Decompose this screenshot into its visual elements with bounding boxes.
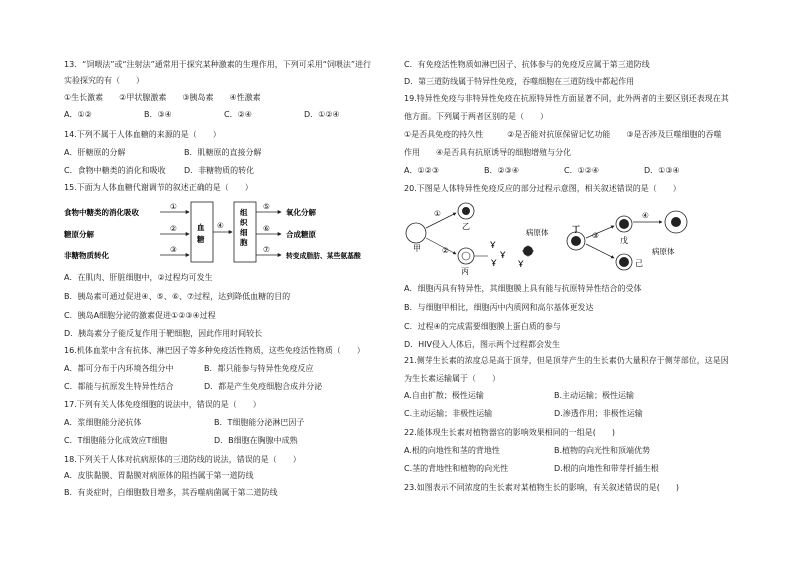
blood-sugar-box	[191, 202, 213, 262]
input-digestion-label: 食物中糖类的消化吸收	[64, 208, 139, 217]
q20-option-b: B．与细胞甲相比，细胞丙中内质网和高尔基体更发达	[404, 303, 594, 312]
arrow-3a	[586, 226, 614, 238]
q17-stem: 17.下列有关人体免疫细胞的说法中，错误的是（ ）	[64, 400, 261, 409]
cell-ding-label: 丁	[572, 225, 580, 234]
q17-option-a: A．浆细胞能分泌抗体	[64, 418, 142, 427]
antibody-y-shape-2: Ұ	[500, 251, 506, 261]
step-4-label: ④	[642, 211, 649, 220]
q13-choices: ①生长激素 ②甲状腺激素 ③胰岛素 ④性激素	[64, 93, 261, 102]
cell-yi-label: 乙	[462, 222, 470, 231]
q13-stem-line2: 实验探究的有（ ）	[64, 76, 144, 85]
q15-option-d: D．胰岛素分子能反复作用于靶细胞，因此作用时间较长	[64, 329, 263, 338]
q19-stem-line1: 19.特异性免疫与非特异性免疫在抗原特异性方面显著不同，此外两者的主要区别还表现在其	[404, 94, 729, 103]
blood-sugar-label: 血糖	[197, 223, 205, 244]
arrow-2	[426, 238, 456, 254]
input-glycogen-breakdown-label: 糖原分解	[64, 230, 94, 239]
q13-option-d: D．①②④	[304, 110, 340, 119]
immune-process-diagram	[404, 196, 704, 276]
q18-option-c: C．有免疫活性物质如淋巴因子、抗体参与的免疫反应属于第三道防线	[404, 60, 650, 69]
q15-option-c: C．胰岛A细胞分泌的激素促进①②③④过程	[64, 311, 216, 320]
q13-option-c: C．②④	[224, 110, 252, 119]
q23-stem: 23.如图表示不同浓度的生长素对某植物生长的影响，有关叙述错误的是( )	[404, 483, 679, 492]
q20-option-a: A．细胞丙具有特异性，其细胞膜上具有能与抗原特异性结合的受体	[404, 284, 642, 293]
q16-option-c: C．都能与抗原发生特异性结合	[64, 382, 174, 391]
q13-stem-line1: 13．“饲喂法”或“注射法”通常用于探究某种激素的生理作用，下列可采用“饲喂法”进行	[64, 60, 372, 69]
q21-stem-line2: 为生长素运输属于（ ）	[404, 374, 500, 383]
step-2-label: ②	[442, 246, 449, 255]
q17-option-c: C．T细胞能分化成效应T细胞	[64, 436, 168, 445]
output-glycogen-synthesis-label: 合成糖原	[286, 230, 316, 239]
q18-stem: 18.下列关于人体对抗病原体的三道防线的说法，错误的是（ ）	[64, 455, 301, 464]
cell-ji-nucleus-shape	[619, 257, 629, 267]
pathogen-2-label: 病原体	[652, 247, 675, 256]
step-5-label: ⑤	[263, 202, 270, 211]
tissue-cell-label: 组织细胞	[240, 208, 248, 247]
antibody-y-shape-3: Ұ	[491, 259, 497, 269]
q19-stem-line3: ①是否具免疫的持久性 ②是否能对抗原保留记忆功能 ③是否涉及巨噬细胞的吞噬	[404, 130, 722, 139]
q20-option-c: C．过程④的完成需要细胞膜上蛋白质的参与	[404, 322, 561, 331]
q20-stem: 20.下图是人体特异性免疫反应的部分过程示意图，相关叙述错误的是（ ）	[404, 184, 681, 193]
q22-option-c: C.茎的背地性和植物的向光性	[404, 464, 509, 473]
q16-option-a: A．都可分布于内环境各组分中	[64, 364, 174, 373]
q13-option-a: A．①②	[64, 110, 92, 119]
q21-stem-line1: 21.侧芽生长素的浓度总是高于顶芽，但是顶芽产生的生长素仍大量积存于侧芽部位，这是因	[404, 356, 729, 365]
step-3-label: ③	[592, 231, 599, 240]
q14-option-b: B．肌糖原的直接分解	[184, 148, 262, 157]
step-4-label: ④	[217, 221, 224, 230]
q22-option-a: A.根的向地性和茎的背地性	[404, 446, 500, 455]
step-2-label: ②	[170, 224, 177, 233]
q18-option-b: B．有炎症时，白细胞数目增多，其吞噬病菌属于第二道防线	[64, 488, 278, 497]
q15-option-b: B．胰岛素可通过促进④、⑤、⑥、⑦过程，达到降低血糖的目的	[64, 292, 291, 301]
q18-option-d: D．第三道防线属于特异性免疫，吞噬细胞在三道防线中都起作用	[404, 77, 635, 86]
step-3-label: ③	[170, 245, 177, 254]
q16-stem: 16.机体血浆中含有抗体、淋巴因子等多种免疫活性物质，这些免疫活性物质（ ）	[64, 346, 365, 355]
cell-wu-nucleus-shape	[619, 219, 629, 229]
q18-option-a: A．皮肤黏膜、胃黏膜对病原体的阻挡属于第一道防线	[64, 471, 254, 480]
q17-option-d: D．B细胞在胸腺中成熟	[214, 436, 298, 445]
antibody-y-shape-4: Ұ	[518, 260, 524, 270]
cell-jia-label: 甲	[413, 244, 421, 253]
step-7-label: ⑦	[263, 245, 270, 254]
q16-option-b: B．都只能参与特异性免疫反应	[204, 364, 314, 373]
input-nonsugar-conversion-label: 非糖物质转化	[64, 251, 109, 260]
q19-stem-line4: 作用 ④是否具有抗原诱导的细胞增殖与分化	[404, 148, 572, 157]
q15-option-a: A．在肌肉、肝脏细胞中，②过程均可发生	[64, 273, 213, 282]
pathogen-1-label: 病原体	[526, 228, 549, 237]
q19-option-b: B．②③④	[484, 166, 520, 175]
step-1-label: ①	[434, 209, 441, 218]
q22-stem: 22.能体现生长素对植物器官的影响效果相同的一组是( )	[404, 428, 615, 437]
arrow-1	[426, 213, 456, 228]
q16-option-d: D．都是产生免疫细胞合成并分泌	[204, 382, 323, 391]
cell-ji-label: 己	[635, 259, 643, 268]
target-cell-nucleus-shape	[671, 217, 681, 227]
q21-option-b: B.主动运输；极性运输	[554, 391, 635, 400]
q21-option-d: D.渗透作用；非极性运输	[554, 409, 643, 418]
q13-option-b: B．③④	[144, 110, 172, 119]
q19-option-c: C．①②④	[564, 166, 600, 175]
q19-stem-line2: 他方面。下列属于两者区别的是（ ）	[404, 112, 548, 121]
q14-option-d: D．非糖物质的转化	[184, 166, 255, 175]
q19-option-d: D．①③④	[644, 166, 680, 175]
q19-option-a: A．①②③	[404, 166, 439, 175]
cell-yi-nucleus-shape	[462, 207, 470, 215]
cell-bing-label: 丙	[461, 267, 469, 276]
cell-jia-shape	[406, 223, 426, 243]
q22-option-b: B.植物的向光性和顶端优势	[554, 446, 651, 455]
q15-stem: 15.下面为人体血糖代谢调节的叙述正确的是（ ）	[64, 183, 253, 192]
q21-option-a: A.自由扩散；极性运输	[404, 391, 484, 400]
q21-option-c: C.主动运输；非极性运输	[404, 409, 493, 418]
blood-sugar-diagram	[64, 198, 364, 268]
q14-stem: 14.下列不属于人体血糖的来源的是（ ）	[64, 130, 221, 139]
cell-wu-label: 戊	[620, 236, 628, 245]
arrow-3b	[586, 244, 614, 258]
q17-option-b: B．T细胞能分泌淋巴因子	[214, 418, 305, 427]
q20-option-d: D．HIV侵入人体后，图示两个过程都会发生	[404, 340, 561, 349]
cell-bing-nucleus-shape	[462, 252, 470, 260]
q22-option-d: D.根的向地性和带芽扦插生根	[554, 464, 659, 473]
step-6-label: ⑥	[263, 224, 270, 233]
output-conversion-label: 转变成脂肪、某些氨基酸	[286, 252, 361, 260]
q14-option-a: A．肝糖原的分解	[64, 148, 126, 157]
cell-ding-nucleus-shape	[571, 236, 581, 246]
step-1-label: ①	[170, 202, 177, 211]
antibody-y-shape-1: Ұ	[490, 241, 496, 251]
q14-option-c: C．食物中糖类的消化和吸收	[64, 166, 166, 175]
output-oxidation-label: 氧化分解	[286, 208, 316, 217]
